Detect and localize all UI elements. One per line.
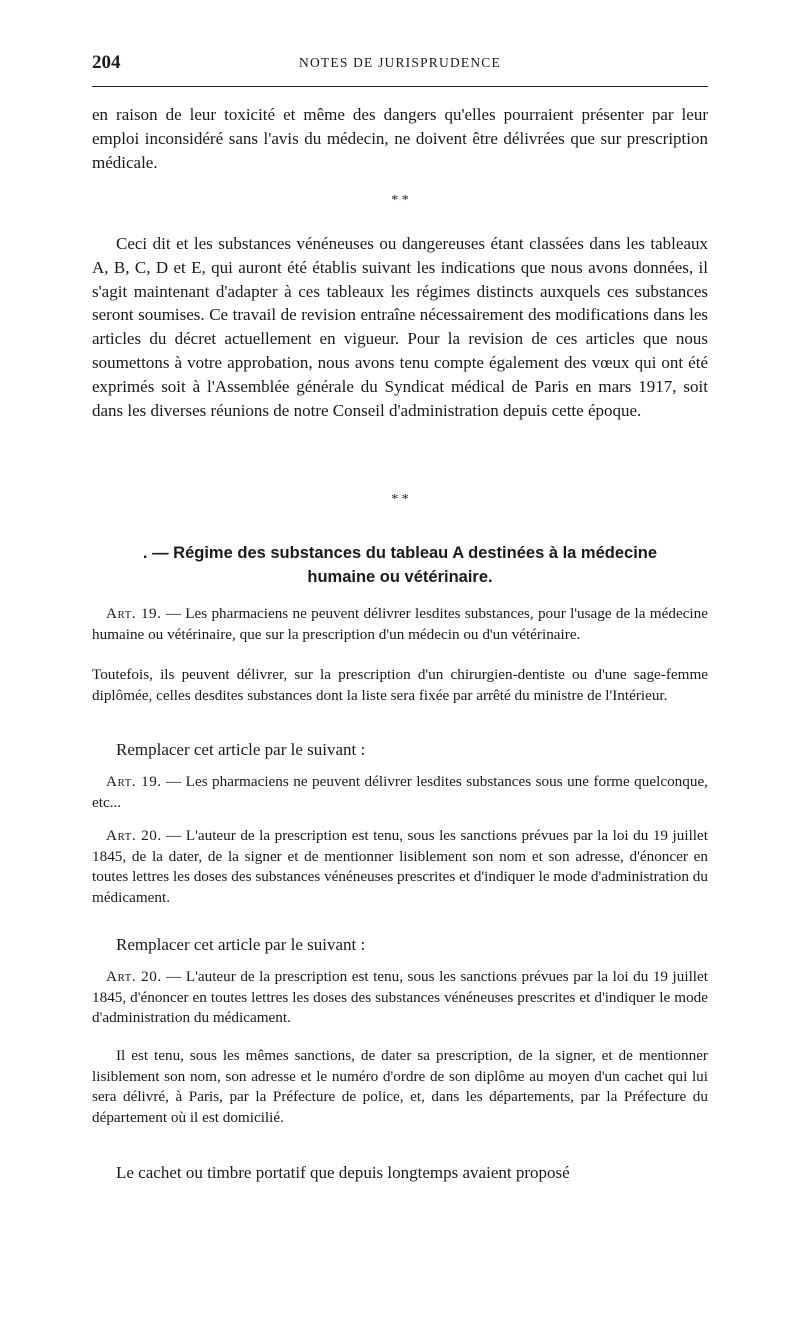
article-19b-label: Art. 19. (106, 773, 162, 790)
article-19 (92, 604, 708, 645)
replace-instruction-2: Remplacer cet article par le suivant : (116, 935, 366, 954)
header-rule (92, 86, 708, 87)
asterism-separator-2: * * (391, 492, 409, 507)
section-title-line2: humaine ou vétérinaire. (307, 568, 493, 586)
article-19-paragraph-2: Toutefois, ils peuvent délivrer, sur la prescription d'un chirurgien-dentiste ou d'une sage-femme diplômée, celles desdites substances dont la liste sera fixée par arrêté du ministre de l'Intérieur. (92, 666, 708, 704)
paragraph-continuation: en raison de leur toxicité et même des dangers qu'elles pourraient présenter par leur emploi inconsidéré sans l'avis du médecin, ne doivent être délivrées que sur prescription médicale. (92, 105, 708, 172)
page-header (92, 52, 708, 78)
article-20 (92, 826, 708, 908)
article-19-label: Art. 19. (106, 605, 162, 622)
section-title-line1: . — Régime des substances du tableau A destinées à la médecine (142, 544, 658, 562)
replace-instruction-1: Remplacer cet article par le suivant : (116, 740, 366, 759)
article-19-text: — Les pharmaciens ne peuvent délivrer lesdites substances, pour l'usage de la médecine humaine ou vétérinaire, que sur la prescription d'un médecin ou d'un vétérinaire. (92, 605, 708, 643)
article-20-text: — L'auteur de la prescription est tenu, sous les sanctions prévues par la loi du 19 juillet 1845, de la dater, de la signer et de mentionner lisiblement son nom et son adresse, d'énoncer en toutes lettres les doses des substances vénéneuses prescrites et d'indiquer le mode d'administration du médicament. (92, 827, 708, 906)
page-number: 204 (92, 52, 121, 73)
paragraph-main: Ceci dit et les substances vénéneuses ou dangereuses étant classées dans les tableaux A, B, C, D et E, qui auront été établis suivant les indications que nous avons données, il s'agit maintenant d'adapter à ces tableaux les régimes distincts auxquels ces substances seront soumises. Ce travail de revision entraîne nécessairement des modifications dans les articles du décret actuellement en vigueur. Pour la revision de ces articles que nous soumettons à votre approbation, nous avons tenu compte également des vœux qui ont été exprimés soit à l'Assemblée générale du Syndicat médical de Paris en mars 1917, soit dans les diverses réunions de notre Conseil d'administration depuis cette époque. (92, 234, 708, 420)
running-title: NOTES DE JURISPRUDENCE (299, 55, 501, 70)
section-title (92, 541, 708, 589)
article-20-label: Art. 20. (106, 827, 162, 844)
article-20b-paragraph-2: Il est tenu, sous les mêmes sanctions, de dater sa prescription, de la signer, et de mentionner lisiblement son nom, son adresse et le numéro d'ordre de son diplôme au moyen d'un cachet qui lui sera délivré, à Paris, par la Préfecture de police, et, dans les départements, par la Préfecture du département où il est domicilié. (92, 1047, 708, 1126)
asterism-separator: * * (391, 193, 409, 208)
article-20b-text: — L'auteur de la prescription est tenu, sous les sanctions prévues par la loi du 19 juillet 1845, d'énoncer en toutes lettres les doses des substances vénéneuses prescrites et d'indiquer le mode d'administration du médicament. (92, 968, 708, 1026)
paragraph-last: Le cachet ou timbre portatif que depuis longtemps avaient proposé (116, 1163, 570, 1182)
article-19b-text: — Les pharmaciens ne peuvent délivrer lesdites substances sous une forme quelconque, etc... (92, 773, 708, 811)
article-20-replacement (92, 967, 708, 1029)
article-19-replacement (92, 772, 708, 813)
article-20b-label: Art. 20. (106, 968, 162, 985)
